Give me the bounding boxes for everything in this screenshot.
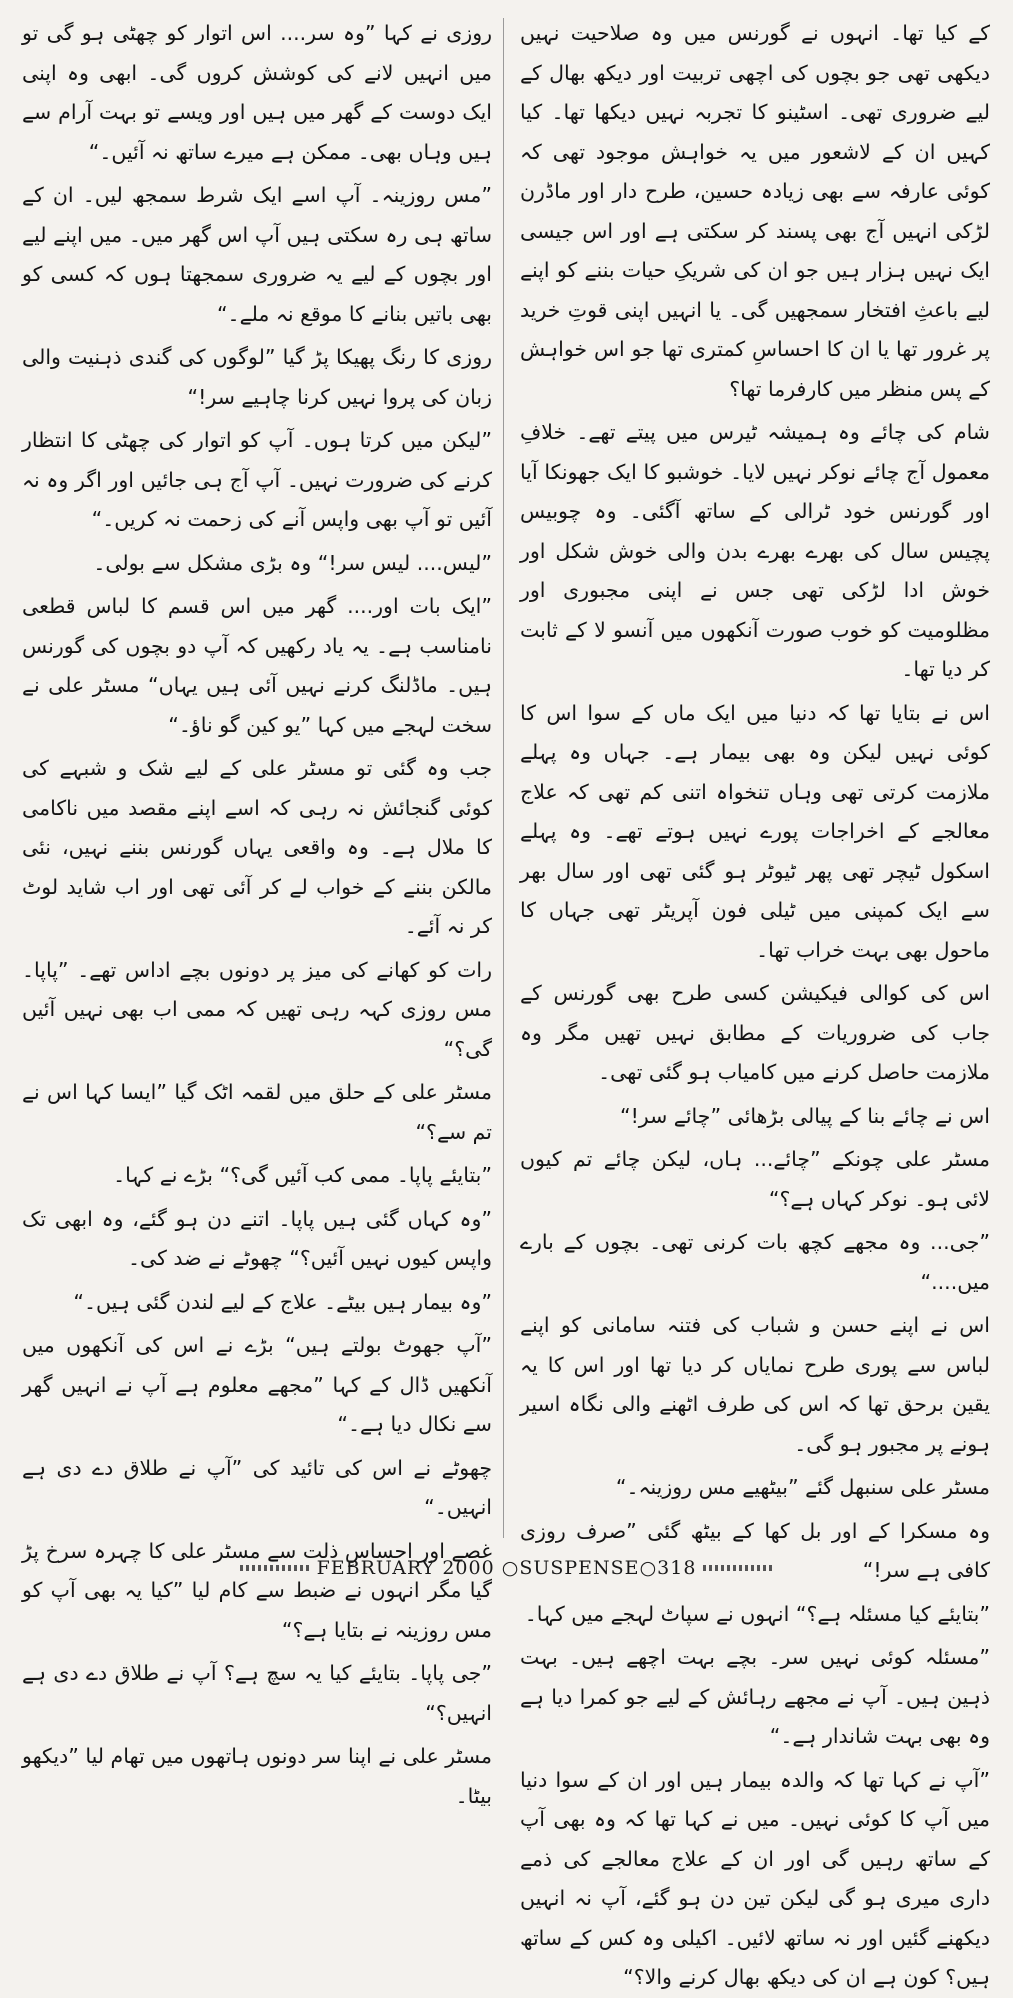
paragraph: ”مسئلہ کوئی نہیں سر۔ بچے بہت اچھے ہیں۔ بہت ذہین ہیں۔ آپ نے مجھے رہائش کے لیے جو کمرا دیا ہے وہ بھی بہت شاندار ہے۔“ <box>520 1645 990 1748</box>
paragraph: مسٹر علی سنبھل گئے ”بیٹھیے مس روزینہ۔“ <box>615 1475 990 1499</box>
paragraph: رات کو کھانے کی میز پر دونوں بچے اداس تھے۔ ”پاپا۔ مس روزی کہہ رہی تھیں کہ ممی اب بھی نہیں آئیں گی؟“ <box>22 957 492 1061</box>
paragraph: ”لیس.... لیس سر!“ وہ بڑی مشکل سے بولی۔ <box>93 550 492 575</box>
paragraph: اس کی کوالی فیکیشن کسی طرح بھی گورنس کے جاب کی ضروریات کے مطابق نہیں تھیں مگر وہ ملازمت حاصل کرنے میں کامیاب ہو گئی تھی۔ <box>520 981 990 1084</box>
paragraph: روزی کا رنگ پھیکا پڑ گیا ”لوگوں کی گندی ذہنیت والی زبان کی پروا نہیں کرنا چاہیے سر!“ <box>22 345 492 409</box>
paragraph: کے کیا تھا۔ انہوں نے گورنس میں وہ صلاحیت نہیں دیکھی تھی جو بچوں کی اچھی تربیت اور دیکھ بھال کے لیے ضروری تھی۔ اسٹینو کا تجربہ نہیں دیکھا تھا۔ کیا کہیں ان کے لاشعور میں یہ خواہش موجود تھی کہ کوئی عارفہ سے بھی زیادہ حسین، طرح دار اور ماڈرن لڑکی انہیں آج بھی پسند کر سکتی ہے اور اس جیسی ایک نہیں ہزار ہیں جو ان کی شریکِ حیات بننے کو اپنے لیے باعثِ افتخار سمجھیں گی۔ یا انہیں اپنی قوتِ خرید پر غرور تھا یا ان کا احساسِ کمتری تھا جو اس خواہش کے پس منظر میں کارفرما تھا؟ <box>520 21 990 401</box>
paragraph: غصے اور احساسِ ذلت سے مسٹر علی کا چہرہ سرخ پڑ گیا مگر انہوں نے ضبط سے کام لیا ”کیا یہ بھی آپ کو مس روزینہ نے بتایا ہے؟“ <box>22 1538 492 1642</box>
footer-circle-icon: ○ <box>501 1557 520 1579</box>
paragraph: شام کی چائے وہ ہمیشہ ٹیرس میں پیتے تھے۔ خلافِ معمول آج چائے نوکر نہیں لایا۔ خوشبو کا ایک جھونکا آیا اور گورنس خود ٹرالی کے ساتھ آگئی۔ وہ چوبیس پچیس سال کی بھرے بھرے بدن والی خوش شکل اور خوش ادا لڑکی تھی جس نے اپنی مجبوری اور مظلومیت کو خوب صورت آنکھوں میں آنسو لا کے ثابت کر دیا تھا۔ <box>520 420 990 681</box>
page-footer <box>0 1556 1013 1596</box>
paragraph: وہ مسکرا کے اور بل کھا کے بیٹھ گئی ”صرف روزی کافی ہے سر!“ <box>520 1518 990 1582</box>
footer-ornament-left <box>240 1565 310 1571</box>
footer-month-year: FEBRUARY 2000 <box>316 1557 495 1579</box>
paragraph: مسٹر علی کے حلق میں لقمہ اٹک گیا ”ایسا کہا اس نے تم سے؟“ <box>22 1080 492 1144</box>
column-divider <box>503 18 504 1538</box>
paragraph: ”آپ جھوٹ بولتے ہیں“ بڑے نے اس کی آنکھوں میں آنکھیں ڈال کے کہا ”مجھے معلوم ہے آپ نے انہیں گھر سے نکال دیا ہے۔“ <box>22 1333 492 1436</box>
footer-circle-icon: ○ <box>639 1557 658 1579</box>
paragraph: ”وہ بیمار ہیں بیٹے۔ علاج کے لیے لندن گئی ہیں۔“ <box>73 1289 492 1314</box>
paragraph: ”بتایئے کیا مسئلہ ہے؟“ انہوں نے سپاٹ لہجے میں کہا۔ <box>524 1601 990 1626</box>
paragraph: جب وہ گئی تو مسٹر علی کے لیے شک و شبہے کی کوئی گنجائش نہ رہی کہ اسے اپنے مقصد میں ناکامی کا ملال ہے۔ وہ واقعی یہاں گورنس بننے نہیں، نئی مالکن بننے کے خواب لے کر آئی تھی اور اب شاید لوٹ کر نہ آئے۔ <box>22 756 492 938</box>
paragraph: اس نے بتایا تھا کہ دنیا میں ایک ماں کے سوا اس کا کوئی نہیں لیکن وہ بھی بیمار ہے۔ جہاں وہ پہلے ملازمت کرتی تھی وہاں تنخواہ اتنی کم تھی کہ علاج معالجے کے اخراجات پورے نہیں ہوتے تھے۔ وہ پہلے اسکول ٹیچر تھی پھر ٹیوٹر ہو گئی تھی اور سال بھر سے ایک کمپنی میں ٹیلی فون آپریٹر تھی جہاں کا ماحول بھی بہت خراب تھا۔ <box>520 700 990 962</box>
paragraph: اس نے اپنے حسن و شباب کی فتنہ سامانی کو اپنے لباس سے پوری طرح نمایاں کر دیا تھا اور اس کا یہ یقین برحق تھا کہ اس کی طرف اٹھنے والی نگاہ اسیر ہونے پر مجبور ہو گی۔ <box>520 1313 990 1456</box>
paragraph: مسٹر علی چونکے ”چائے... ہاں، لیکن چائے تم کیوں لائی ہو۔ نوکر کہاں ہے؟“ <box>520 1147 990 1211</box>
paragraph: اس نے چائے بنا کے پیالی بڑھائی ”چائے سر!“ <box>619 1103 990 1128</box>
paragraph: ”لیکن میں کرتا ہوں۔ آپ کو اتوار کی چھٹی کا انتظار کرنے کی ضرورت نہیں۔ آپ آج ہی جائیں اور اگر وہ نہ آئیں تو آپ بھی واپس آنے کی زحمت نہ کریں۔“ <box>22 428 492 531</box>
footer-page-number: 318 <box>657 1557 697 1579</box>
paragraph: ”جی... وہ مجھے کچھ بات کرنی تھی۔ بچوں کے بارے میں....“ <box>520 1230 990 1294</box>
paragraph: مسٹر علی نے اپنا سر دونوں ہاتھوں میں تھام لیا ”دیکھو بیٹا۔ <box>22 1744 492 1808</box>
paragraph: ”ایک بات اور.... گھر میں اس قسم کا لباس قطعی نامناسب ہے۔ یہ یاد رکھیں کہ آپ دو بچوں کی گورنس ہیں۔ ماڈلنگ کرنے نہیں آئی ہیں یہاں“ مسٹر علی نے سخت لہجے میں کہا ”یو کین گو ناؤ۔“ <box>22 594 492 737</box>
footer-ornament-right <box>703 1565 773 1571</box>
paragraph: ”مس روزینہ۔ آپ اسے ایک شرط سمجھ لیں۔ ان کے ساتھ ہی رہ سکتی ہیں آپ اس گھر میں۔ میں اپنے لیے اور بچوں کے لیے یہ ضروری سمجھتا ہوں کہ کسی کو بھی باتیں بنانے کا موقع نہ ملے۔“ <box>22 183 492 326</box>
paragraph: چھوٹے نے اس کی تائید کی ”آپ نے طلاق دے دی ہے انہیں۔“ <box>22 1455 492 1519</box>
paragraph: ”وہ کہاں گئی ہیں پاپا۔ اتنے دن ہو گئے، وہ ابھی تک واپس کیوں نہیں آئیں؟“ چھوٹے نے ضد کی۔ <box>22 1206 492 1270</box>
paragraph: ”آپ نے کہا تھا کہ والدہ بیمار ہیں اور ان کے سوا دنیا میں آپ کا کوئی نہیں۔ میں نے کہا تھا کہ وہ بھی آپ کے ساتھ رہیں گی اور ان کے علاج معالجے کی ذمے داری میری ہو گی لیکن تین دن ہو گئے، آپ نہ انہیں دیکھنے گئیں اور نہ ساتھ لائیں۔ اکیلی وہ کس کے ساتھ ہیں؟ کون ہے ان کی دیکھ بھال کرنے والا؟“ <box>520 1767 990 1989</box>
paragraph: روزی نے کہا ”وہ سر.... اس اتوار کو چھٹی ہو گی تو میں انہیں لانے کی کوشش کروں گی۔ ابھی وہ اپنی ایک دوست کے گھر میں ہیں اور ویسے تو بہت آرام سے ہیں وہاں بھی۔ ممکن ہے میرے ساتھ نہ آئیں۔“ <box>22 21 492 164</box>
paragraph: ”جی پاپا۔ بتایئے کیا یہ سچ ہے؟ آپ نے طلاق دے دی ہے انہیں؟“ <box>22 1661 492 1725</box>
footer-magazine-name: SUSPENSE <box>519 1557 640 1579</box>
paragraph: ”بتایئے پاپا۔ ممی کب آئیں گی؟“ بڑے نے کہا۔ <box>113 1163 492 1187</box>
